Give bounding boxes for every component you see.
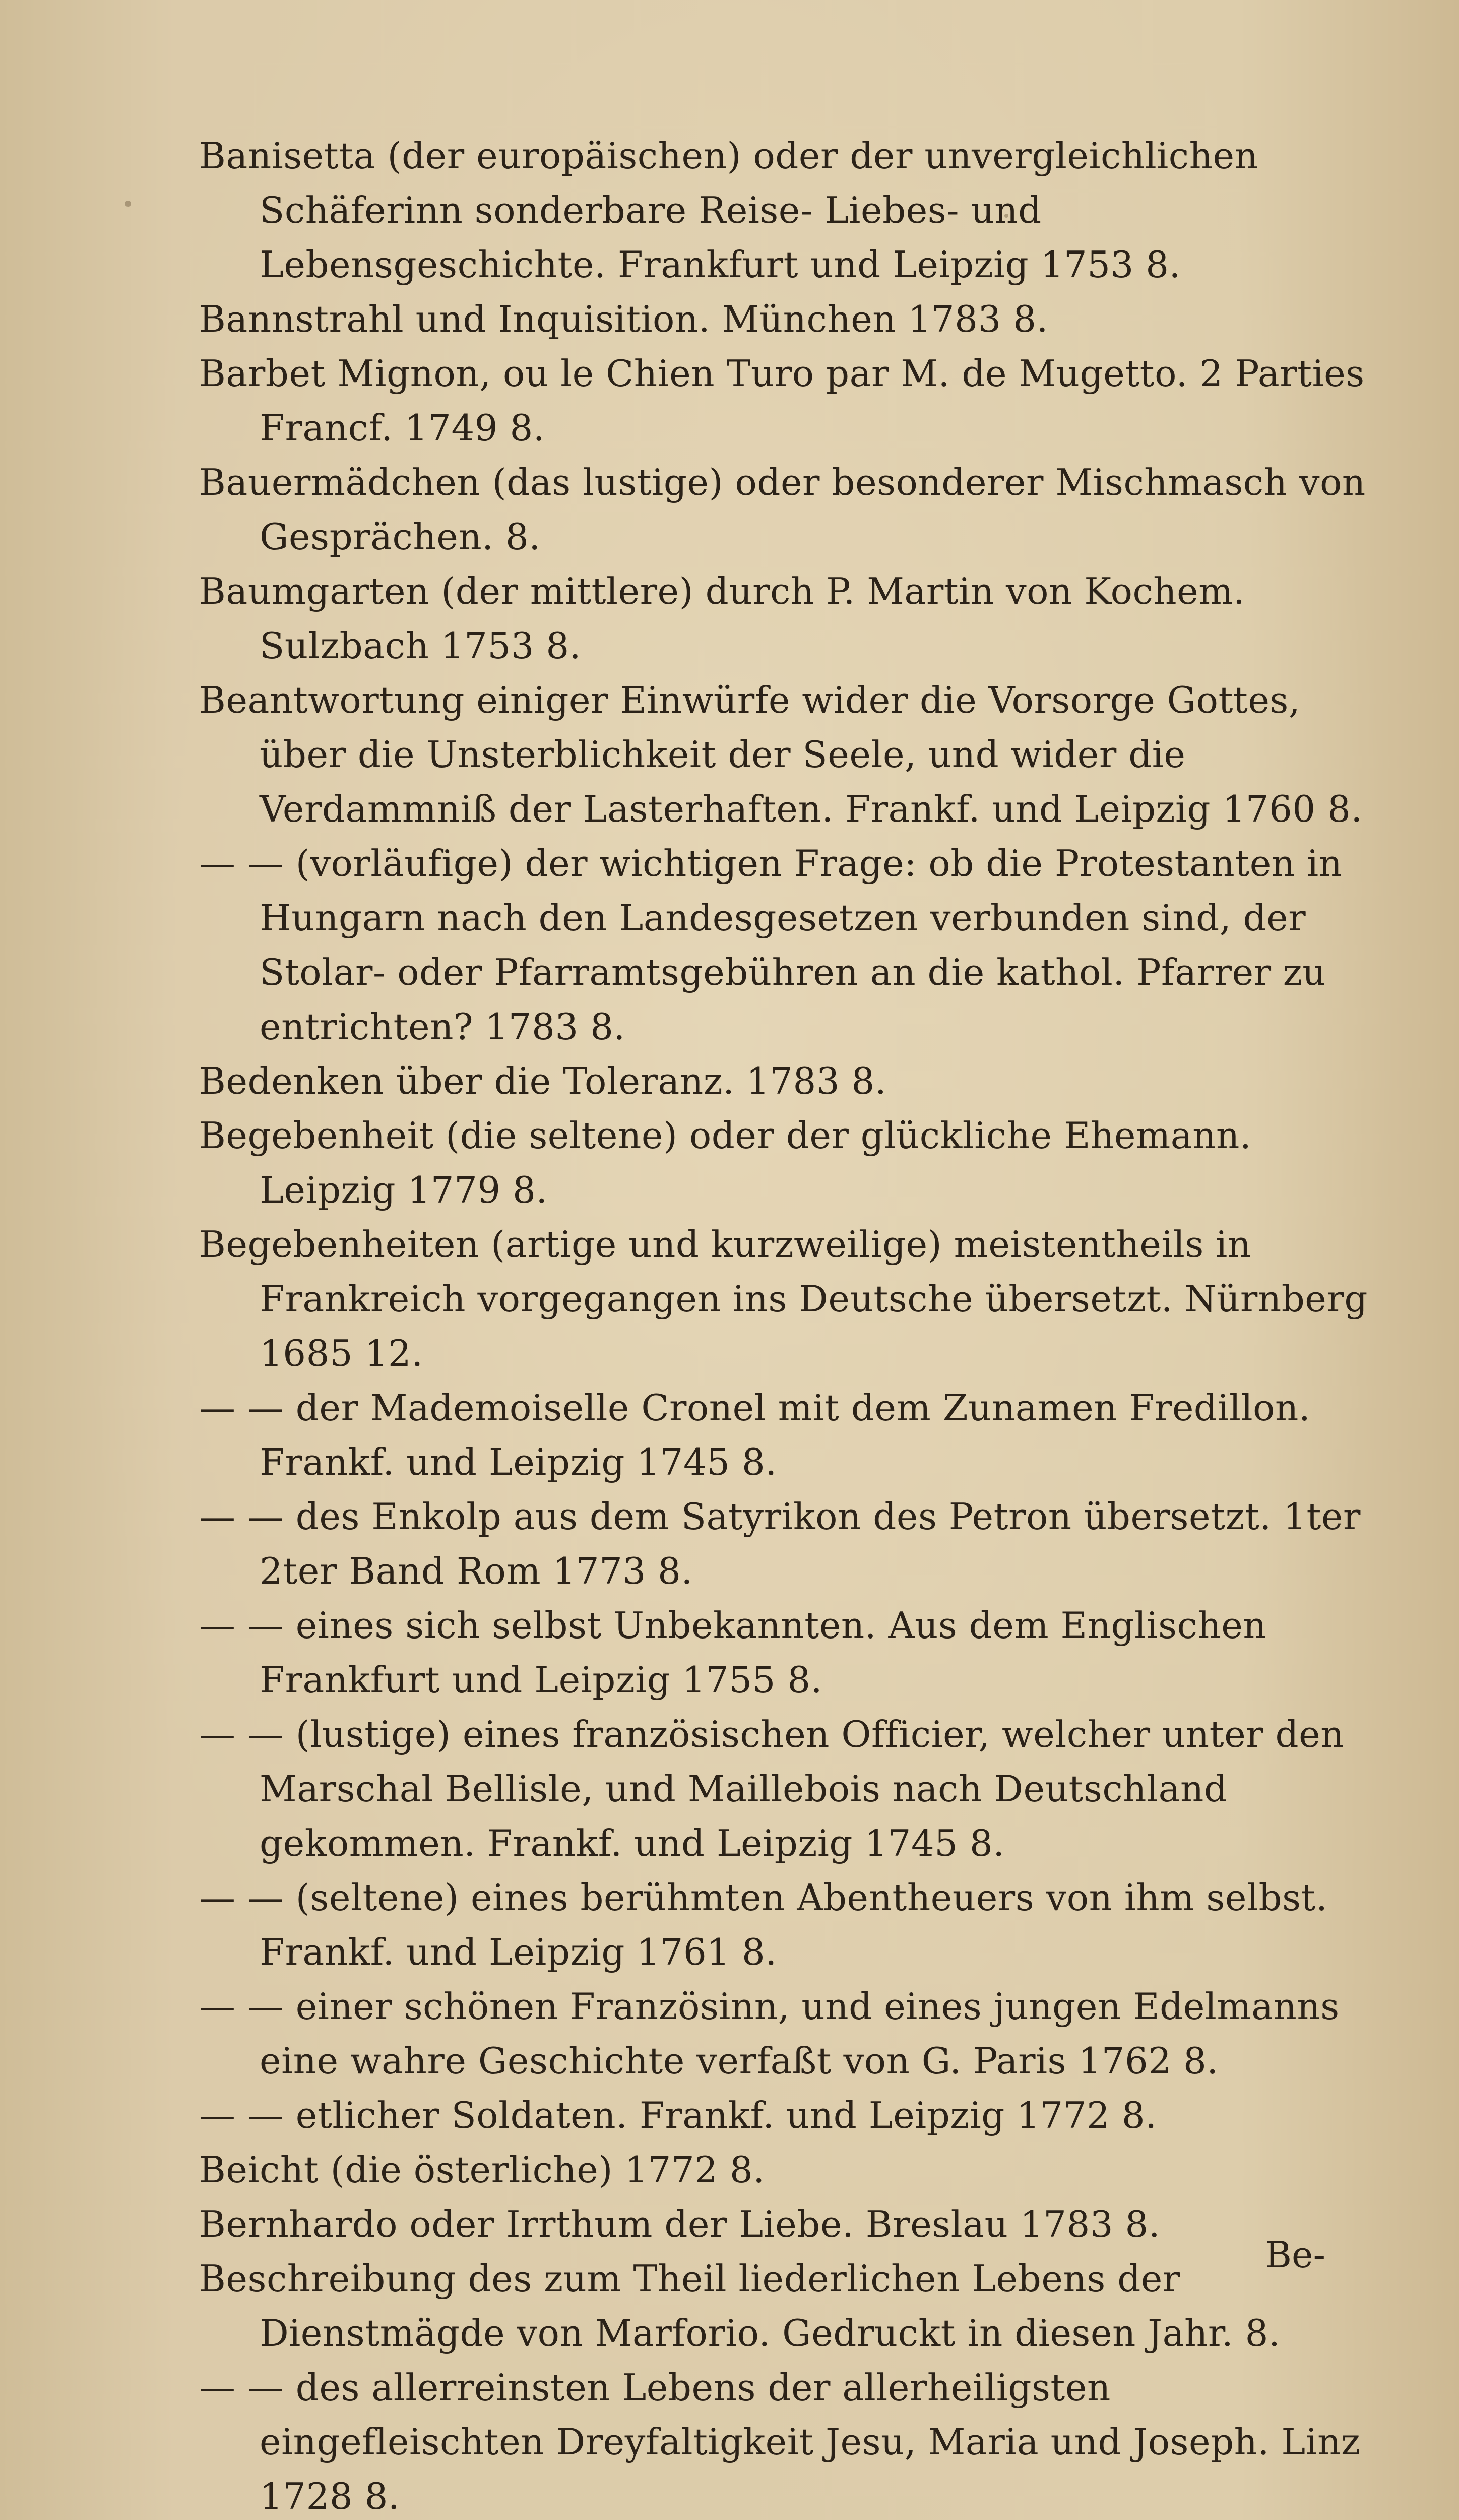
catchword: Be- [1265,2234,1325,2276]
catalog-entry: Beicht (die österliche) 1772 8. [199,2149,765,2191]
catalog-entry: Bannstrahl und Inquisition. München 1783 8. [199,298,1048,340]
catalog-entry: — — eines sich selbst Unbekannten. Aus dem Englischen Frankfurt und Leipzig 1755 8. [199,1604,1267,1701]
catalog-entry: Begebenheit (die seltene) oder der glückliche Ehemann. Leipzig 1779 8. [199,1114,1252,1211]
catalog-entry: Bernhardo oder Irrthum der Liebe. Breslau 1783 8. [199,2203,1161,2245]
catalog-entry: — — etlicher Soldaten. Frankf. und Leipzig 1772 8. [199,2094,1157,2136]
catalog-entry: — — des allerreinsten Lebens der allerheiligsten eingefleischten Dreyfaltigkeit Jesu, Maria und Joseph. Linz 1728 8. [199,2366,1361,2517]
catalog-entry: Bauermädchen (das lustige) oder besonderer Mischmasch von Gesprächen. 8. [199,461,1366,558]
catalog-entry: Beantwortung einiger Einwürfe wider die Vorsorge Gottes, über die Unsterblichkeit der Seele, und wider die Verdammniß der Lasterhaften. Frankf. und Leipzig 1760 8. [199,679,1363,830]
catalog-entry: Beschreibung des zum Theil liederlichen Lebens der Dienstmägde von Marforio. Gedruckt in diesen Jahr. 8. [199,2257,1281,2354]
ink-spot [125,201,131,207]
catalog-entry: Banisetta (der europäischen) oder der unvergleichlichen Schäferinn sonderbare Reise- Liebes- und Lebensgeschichte. Frankfurt und Leipzig 1753 8. [199,135,1258,286]
catalog-entry: — — (vorläufige) der wichtigen Frage: ob die Protestanten in Hungarn nach den Landesgesetzen verbunden sind, der Stolar- oder Pfarramtsgebühren an die kathol. Pfarrer zu entrichten? 1783 8. [199,842,1343,1048]
catalog-entry: — — (seltene) eines berühmten Abentheuers von ihm selbst. Frankf. und Leipzig 1761 8. [199,1876,1328,1973]
catalog-entries [199,129,1378,2520]
catalog-entry: — — der Mademoiselle Cronel mit dem Zunamen Fredillon. Frankf. und Leipzig 1745 8. [199,1387,1311,1483]
catalog-entry: Begebenheiten (artige und kurzweilige) meistentheils in Frankreich vorgegangen ins Deutsche übersetzt. Nürnberg 1685 12. [199,1223,1368,1374]
catalog-entry: — — des Enkolp aus dem Satyrikon des Petron übersetzt. 1ter 2ter Band Rom 1773 8. [199,1495,1361,1592]
catalog-entry: Baumgarten (der mittlere) durch P. Martin von Kochem. Sulzbach 1753 8. [199,570,1245,667]
catalog-entry: — — (lustige) eines französischen Officier, welcher unter den Marschal Bellisle, und Maillebois nach Deutschland gekommen. Frankf. und Leipzig 1745 8. [199,1713,1345,1864]
catalog-entry: Barbet Mignon, ou le Chien Turo par M. de Mugetto. 2 Parties Francf. 1749 8. [199,352,1365,449]
catalog-entry: Bedenken über die Toleranz. 1783 8. [199,1060,887,1102]
catalog-entry: — — einer schönen Französinn, und eines jungen Edelmanns eine wahre Geschichte verfaßt von G. Paris 1762 8. [199,1985,1340,2082]
